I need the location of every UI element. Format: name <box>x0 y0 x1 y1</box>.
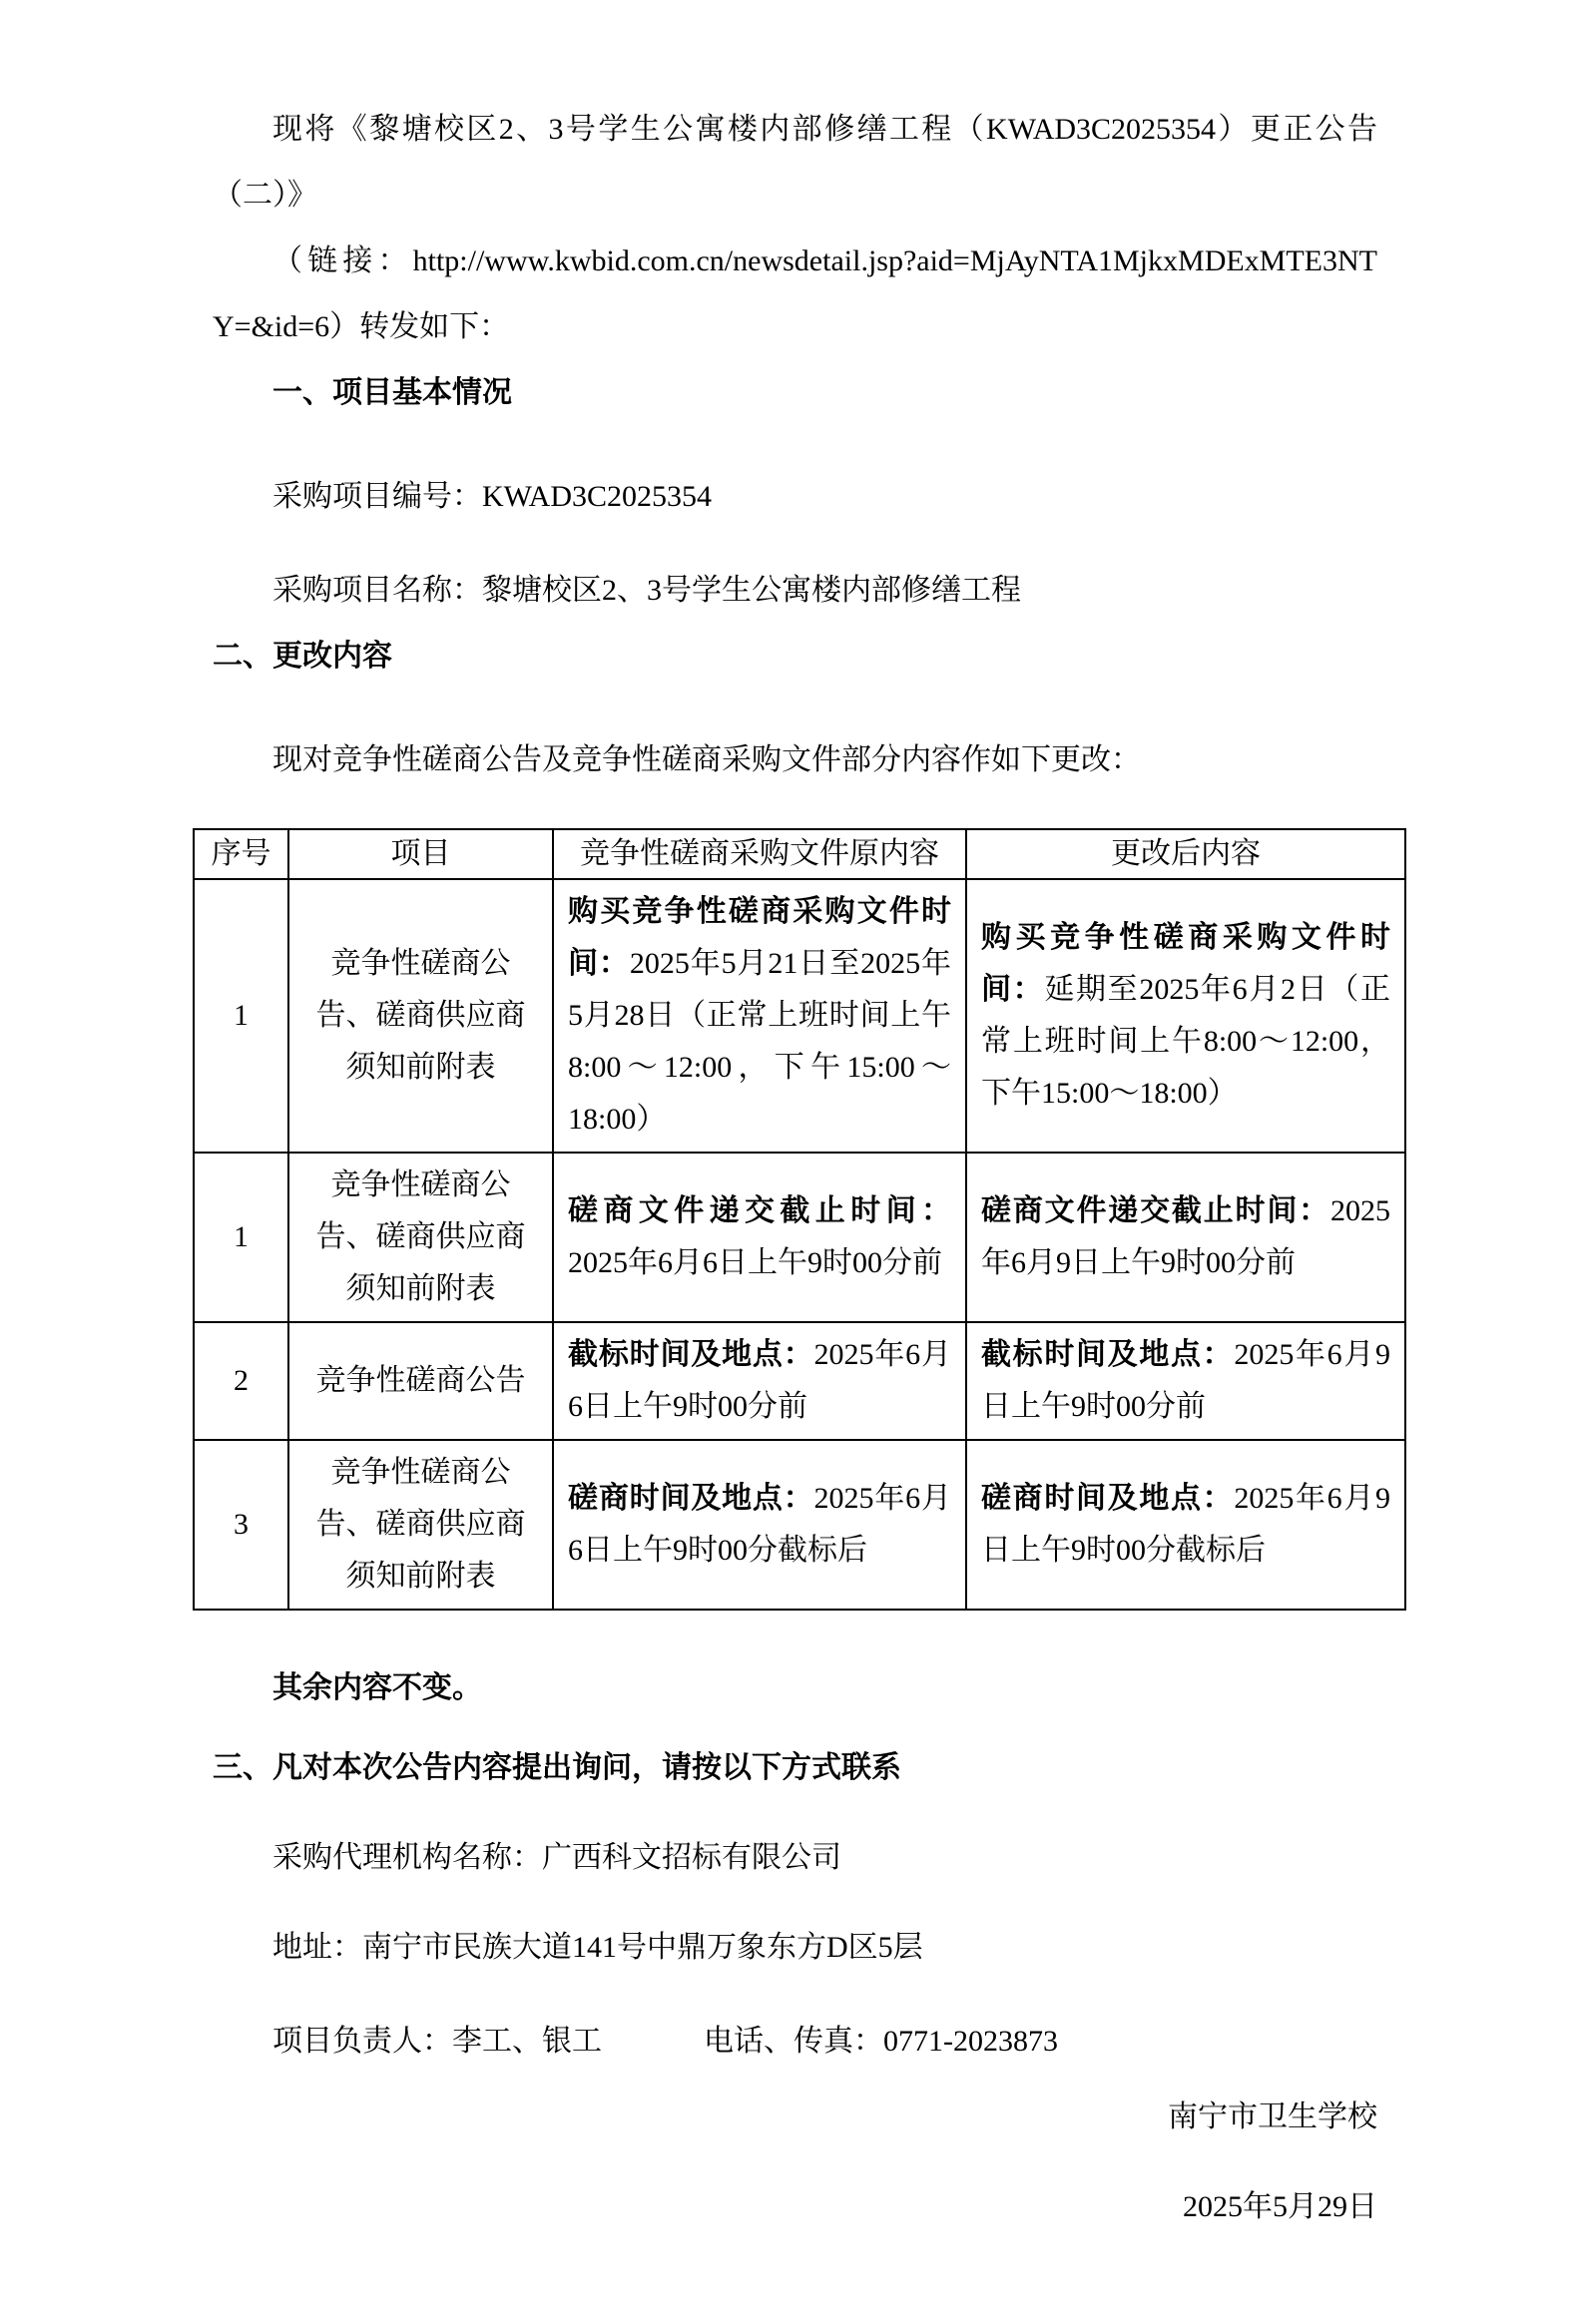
row-original-cell <box>553 1440 966 1610</box>
row-changed-cell <box>966 1153 1405 1322</box>
table-row <box>194 1322 1405 1440</box>
changes-table <box>193 828 1406 1611</box>
original-rest: 2025年5月21日至2025年5月28日（正常上班时间上午8:00～12:00，下午15:00～18:00） <box>568 947 952 1136</box>
original-bold-lead: 磋商文件递交截止时间： <box>568 1194 951 1227</box>
row-item-cell: 竞争性磋商公告、磋商供应商须知前附表 <box>288 1440 553 1610</box>
project-name: 采购项目名称：黎塘校区2、3号学生公寓楼内部修缮工程 <box>272 574 1021 607</box>
row-no-cell: 3 <box>194 1440 288 1610</box>
header-original-content: 竞争性磋商采购文件原内容 <box>553 829 966 879</box>
changed-rest: 2025年6月9日上午9时00分前 <box>981 1194 1390 1279</box>
project-number: 采购项目编号：KWAD3C2025354 <box>272 480 712 513</box>
changed-bold-lead: 磋商文件递交截止时间： <box>981 1194 1330 1227</box>
table-row <box>194 1440 1405 1610</box>
row-original-cell <box>553 1153 966 1322</box>
original-rest: 2025年6月6日上午9时00分前 <box>568 1338 952 1423</box>
original-rest: 2025年6月6日上午9时00分前 <box>568 1246 942 1279</box>
changed-bold-lead: 磋商时间及地点： <box>981 1482 1235 1515</box>
row-item-cell: 竞争性磋商公告、磋商供应商须知前附表 <box>288 879 553 1153</box>
section-3-heading: 三、凡对本次公告内容提出询问，请按以下方式联系 <box>213 1751 901 1784</box>
project-manager: 项目负责人：李工、银工 <box>272 2025 602 2058</box>
original-bold-lead: 截标时间及地点： <box>568 1338 814 1371</box>
row-changed-cell <box>966 879 1405 1153</box>
row-item-cell: 竞争性磋商公告 <box>288 1322 553 1440</box>
intro-paragraph: 现将《黎塘校区2、3号学生公寓楼内部修缮工程（KWAD3C2025354）更正公告（二）》 <box>213 113 1377 212</box>
section-2-heading: 二、更改内容 <box>213 640 392 673</box>
original-bold-lead: 磋商时间及地点： <box>568 1482 814 1515</box>
agency-name: 采购代理机构名称：广西科文招标有限公司 <box>272 1841 841 1874</box>
changed-bold-lead: 购买竞争性磋商采购文件时间： <box>981 921 1390 1006</box>
issue-date: 2025年5月29日 <box>1183 2190 1377 2223</box>
row-no-cell: 1 <box>194 1153 288 1322</box>
signature: 南宁市卫生学校 <box>1168 2100 1377 2133</box>
agency-address: 地址：南宁市民族大道141号中鼎万象东方D区5层 <box>272 1931 923 1964</box>
header-changed-content: 更改后内容 <box>966 829 1405 879</box>
changed-bold-lead: 截标时间及地点： <box>981 1338 1235 1371</box>
table-row <box>194 1153 1405 1322</box>
changed-rest: 2025年6月9日上午9时00分前 <box>981 1338 1391 1423</box>
section-1-heading: 一、项目基本情况 <box>272 376 512 409</box>
changed-rest: 2025年6月9日上午9时00分截标后 <box>981 1482 1391 1567</box>
row-changed-cell <box>966 1440 1405 1610</box>
header-seq: 序号 <box>194 829 288 879</box>
table-row <box>194 879 1405 1153</box>
contact-line <box>213 2009 1377 2075</box>
phone-fax: 电话、传真：0771-2023873 <box>704 2025 1058 2058</box>
original-rest: 2025年6月6日上午9时00分截标后 <box>568 1482 952 1567</box>
table-header-row <box>194 829 1405 879</box>
row-item-cell: 竞争性磋商公告、磋商供应商须知前附表 <box>288 1153 553 1322</box>
original-bold-lead: 购买竞争性磋商采购文件时间： <box>568 895 951 980</box>
header-item: 项目 <box>288 829 553 879</box>
row-changed-cell <box>966 1322 1405 1440</box>
changed-rest: 延期至2025年6月2日（正常上班时间上午8:00～12:00，下午15:00～18:00） <box>981 973 1391 1110</box>
row-no-cell: 2 <box>194 1322 288 1440</box>
row-original-cell <box>553 879 966 1153</box>
link-paragraph: （链接：http://www.kwbid.com.cn/newsdetail.jsp?aid=MjAyNTA1MjkxMDExMTE3NTY=&id=6）转发如下： <box>213 244 1377 343</box>
row-original-cell <box>553 1322 966 1440</box>
change-intro: 现对竞争性磋商公告及竞争性磋商采购文件部分内容作如下更改： <box>272 743 1141 776</box>
unchanged-note: 其余内容不变。 <box>272 1671 482 1704</box>
row-no-cell: 1 <box>194 879 288 1153</box>
